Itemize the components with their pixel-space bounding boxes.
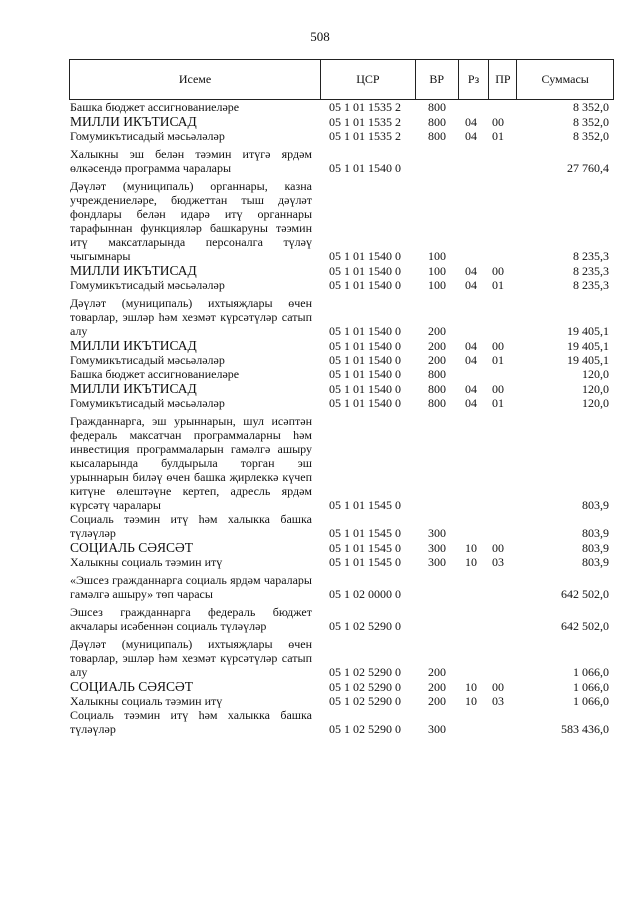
row-rz: 04 xyxy=(465,353,477,367)
row-vr: 100 xyxy=(428,278,446,292)
row-name: МИЛЛИ ИКЪТИСАД xyxy=(70,263,197,278)
row-pr: 00 xyxy=(492,382,504,396)
row-csr: 05 1 01 1535 2 xyxy=(329,129,401,143)
row-sum: 803,9 xyxy=(582,541,609,555)
row-csr: 05 1 01 1540 0 xyxy=(329,353,401,367)
table-row xyxy=(70,367,614,381)
header-name: Исеме xyxy=(70,60,321,99)
row-sum: 19 405,1 xyxy=(567,324,609,338)
row-rz: 10 xyxy=(465,680,477,694)
row-name: Дәүләт (муниципаль) органнары, казна учреждениеләре, бюджеттан тыш дәүләт фондлары белән идарә итү органнары тарафыннан функцияләр башкаруны тәэмин итү максатларында персоналга түләү чыгымнары xyxy=(70,179,312,263)
row-sum: 583 436,0 xyxy=(561,722,609,736)
row-name: МИЛЛИ ИКЪТИСАД xyxy=(70,338,197,353)
row-sum: 642 502,0 xyxy=(561,587,609,601)
header-sum: Суммасы xyxy=(541,72,589,86)
table-row xyxy=(70,381,614,396)
table-row xyxy=(70,296,614,338)
row-csr: 05 1 01 1545 0 xyxy=(329,541,401,555)
row-csr: 05 1 01 1545 0 xyxy=(329,555,401,569)
row-rz: 04 xyxy=(465,339,477,353)
row-sum: 642 502,0 xyxy=(561,619,609,633)
row-pr: 00 xyxy=(492,339,504,353)
row-sum: 803,9 xyxy=(582,555,609,569)
row-sum: 8 352,0 xyxy=(573,115,609,129)
row-name: Халыкны социаль тәэмин итү xyxy=(70,555,223,569)
row-rz: 04 xyxy=(465,264,477,278)
row-sum: 803,9 xyxy=(582,498,609,512)
row-pr: 03 xyxy=(492,555,504,569)
row-vr: 300 xyxy=(428,541,446,555)
row-pr: 01 xyxy=(492,278,504,292)
row-vr: 200 xyxy=(428,680,446,694)
table-row xyxy=(70,540,614,555)
row-csr: 05 1 01 1540 0 xyxy=(329,278,401,292)
table-row xyxy=(70,694,614,708)
table-row xyxy=(70,573,614,601)
row-rz: 04 xyxy=(465,382,477,396)
row-vr: 800 xyxy=(428,382,446,396)
row-csr: 05 1 02 0000 0 xyxy=(329,587,401,601)
row-csr: 05 1 01 1540 0 xyxy=(329,249,401,263)
row-sum: 8 235,3 xyxy=(573,278,609,292)
row-name: «Эшсез гражданнарга социаль ярдәм чаралары гамәлгә ашыру» төп чарасы xyxy=(70,573,312,601)
row-name: Дәүләт (муниципаль) ихтыяҗлары өчен товарлар, эшләр һәм хезмәт күрсәтүләр сатып алу xyxy=(70,296,312,338)
row-vr: 800 xyxy=(428,100,446,114)
row-sum: 803,9 xyxy=(582,526,609,540)
row-rz: 10 xyxy=(465,555,477,569)
row-vr: 200 xyxy=(428,324,446,338)
row-name: Башка бюджет ассигнованиеләре xyxy=(70,100,240,114)
row-pr: 03 xyxy=(492,694,504,708)
row-name: Гомумикътисадый мәсьәләләр xyxy=(70,278,225,292)
row-sum: 8 235,3 xyxy=(573,264,609,278)
row-sum: 120,0 xyxy=(582,396,609,410)
row-vr: 800 xyxy=(428,367,446,381)
table-row xyxy=(70,708,614,736)
row-sum: 1 066,0 xyxy=(573,694,609,708)
row-sum: 19 405,1 xyxy=(567,339,609,353)
header-vr: ВР xyxy=(416,60,459,99)
table-row xyxy=(70,512,614,540)
table-row xyxy=(70,278,614,292)
row-vr: 300 xyxy=(428,722,446,736)
row-rz: 04 xyxy=(465,129,477,143)
table-body xyxy=(70,100,614,736)
row-vr: 800 xyxy=(428,396,446,410)
row-name: МИЛЛИ ИКЪТИСАД xyxy=(70,114,197,129)
header-pr: ПР xyxy=(489,60,517,99)
row-csr: 05 1 01 1535 2 xyxy=(329,100,401,114)
row-vr: 200 xyxy=(428,353,446,367)
table-row xyxy=(70,555,614,569)
table-row xyxy=(70,605,614,633)
row-name: Гражданнарга, эш урыннарын, шул исәптән федераль максатчан программаларны һәм инвестиция программаларын гамәлгә ашыру кысаларында булдырыла торган эш урыннарын биләү өчен башка җирлеккә күчеп китүне өлештәүне кертеп, адресль ярдәм күрсәтү чаралары xyxy=(70,414,312,512)
row-csr: 05 1 01 1545 0 xyxy=(329,498,401,512)
table-row xyxy=(70,129,614,143)
table-row xyxy=(70,353,614,367)
row-vr: 800 xyxy=(428,115,446,129)
row-name: МИЛЛИ ИКЪТИСАД xyxy=(70,381,197,396)
row-csr: 05 1 02 5290 0 xyxy=(329,694,401,708)
row-name: Социаль тәэмин итү һәм халыкка башка түләүләр xyxy=(70,512,312,540)
row-name: Гомумикътисадый мәсьәләләр xyxy=(70,129,225,143)
row-pr: 00 xyxy=(492,264,504,278)
row-csr: 05 1 02 5290 0 xyxy=(329,619,401,633)
row-vr: 800 xyxy=(428,129,446,143)
row-name: СОЦИАЛЬ СӘЯСӘТ xyxy=(70,540,194,555)
row-name: Эшсез гражданнарга федераль бюджет акчалары исәбеннән социаль түләүләр xyxy=(70,605,312,633)
row-sum: 120,0 xyxy=(582,382,609,396)
row-pr: 01 xyxy=(492,353,504,367)
row-csr: 05 1 01 1540 0 xyxy=(329,367,401,381)
row-sum: 1 066,0 xyxy=(573,680,609,694)
row-name: Гомумикътисадый мәсьәләләр xyxy=(70,353,225,367)
row-sum: 1 066,0 xyxy=(573,665,609,679)
row-csr: 05 1 01 1540 0 xyxy=(329,339,401,353)
row-csr: 05 1 01 1540 0 xyxy=(329,264,401,278)
row-rz: 04 xyxy=(465,115,477,129)
table-row xyxy=(70,396,614,410)
table-row xyxy=(70,414,614,512)
row-sum: 27 760,4 xyxy=(567,161,609,175)
table-header xyxy=(69,59,614,100)
row-csr: 05 1 01 1540 0 xyxy=(329,396,401,410)
table-row xyxy=(70,100,614,114)
table-row xyxy=(70,114,614,129)
row-name: Дәүләт (муниципаль) ихтыяҗлары өчен товарлар, эшләр һәм хезмәт күрсәтүләр сатып алу xyxy=(70,637,312,679)
row-csr: 05 1 01 1535 2 xyxy=(329,115,401,129)
row-sum: 120,0 xyxy=(582,367,609,381)
row-csr: 05 1 01 1540 0 xyxy=(329,382,401,396)
table-row xyxy=(70,179,614,263)
row-vr: 200 xyxy=(428,694,446,708)
row-pr: 00 xyxy=(492,680,504,694)
row-name: Социаль тәэмин итү һәм халыкка башка түләүләр xyxy=(70,708,312,736)
row-rz: 10 xyxy=(465,694,477,708)
page-number: 508 xyxy=(310,29,330,44)
row-vr: 300 xyxy=(428,555,446,569)
row-name: Гомумикътисадый мәсьәләләр xyxy=(70,396,225,410)
row-vr: 200 xyxy=(428,665,446,679)
table-row xyxy=(70,263,614,278)
row-pr: 00 xyxy=(492,115,504,129)
header-rz: Рз xyxy=(459,60,490,99)
row-pr: 01 xyxy=(492,129,504,143)
row-pr: 00 xyxy=(492,541,504,555)
row-pr: 01 xyxy=(492,396,504,410)
table-row xyxy=(70,637,614,679)
row-csr: 05 1 01 1545 0 xyxy=(329,526,401,540)
row-vr: 100 xyxy=(428,249,446,263)
row-sum: 8 352,0 xyxy=(573,100,609,114)
row-csr: 05 1 02 5290 0 xyxy=(329,665,401,679)
row-csr: 05 1 01 1540 0 xyxy=(329,324,401,338)
row-name: Башка бюджет ассигнованиеләре xyxy=(70,367,240,381)
row-rz: 10 xyxy=(465,541,477,555)
row-rz: 04 xyxy=(465,396,477,410)
row-sum: 8 352,0 xyxy=(573,129,609,143)
row-sum: 8 235,3 xyxy=(573,249,609,263)
table-row xyxy=(70,338,614,353)
row-name: Халыкны социаль тәэмин итү xyxy=(70,694,223,708)
row-csr: 05 1 02 5290 0 xyxy=(329,722,401,736)
table-row xyxy=(70,679,614,694)
row-name: СОЦИАЛЬ СӘЯСӘТ xyxy=(70,679,194,694)
row-vr: 100 xyxy=(428,264,446,278)
row-csr: 05 1 02 5290 0 xyxy=(329,680,401,694)
table-row xyxy=(70,147,614,175)
row-name: Халыкны эш белән тәэмин итүгә ярдәм өлкәсендә программа чаралары xyxy=(70,147,312,175)
header-csr: ЦСР xyxy=(321,60,416,99)
row-vr: 300 xyxy=(428,526,446,540)
row-rz: 04 xyxy=(465,278,477,292)
row-csr: 05 1 01 1540 0 xyxy=(329,161,401,175)
row-vr: 200 xyxy=(428,339,446,353)
row-sum: 19 405,1 xyxy=(567,353,609,367)
